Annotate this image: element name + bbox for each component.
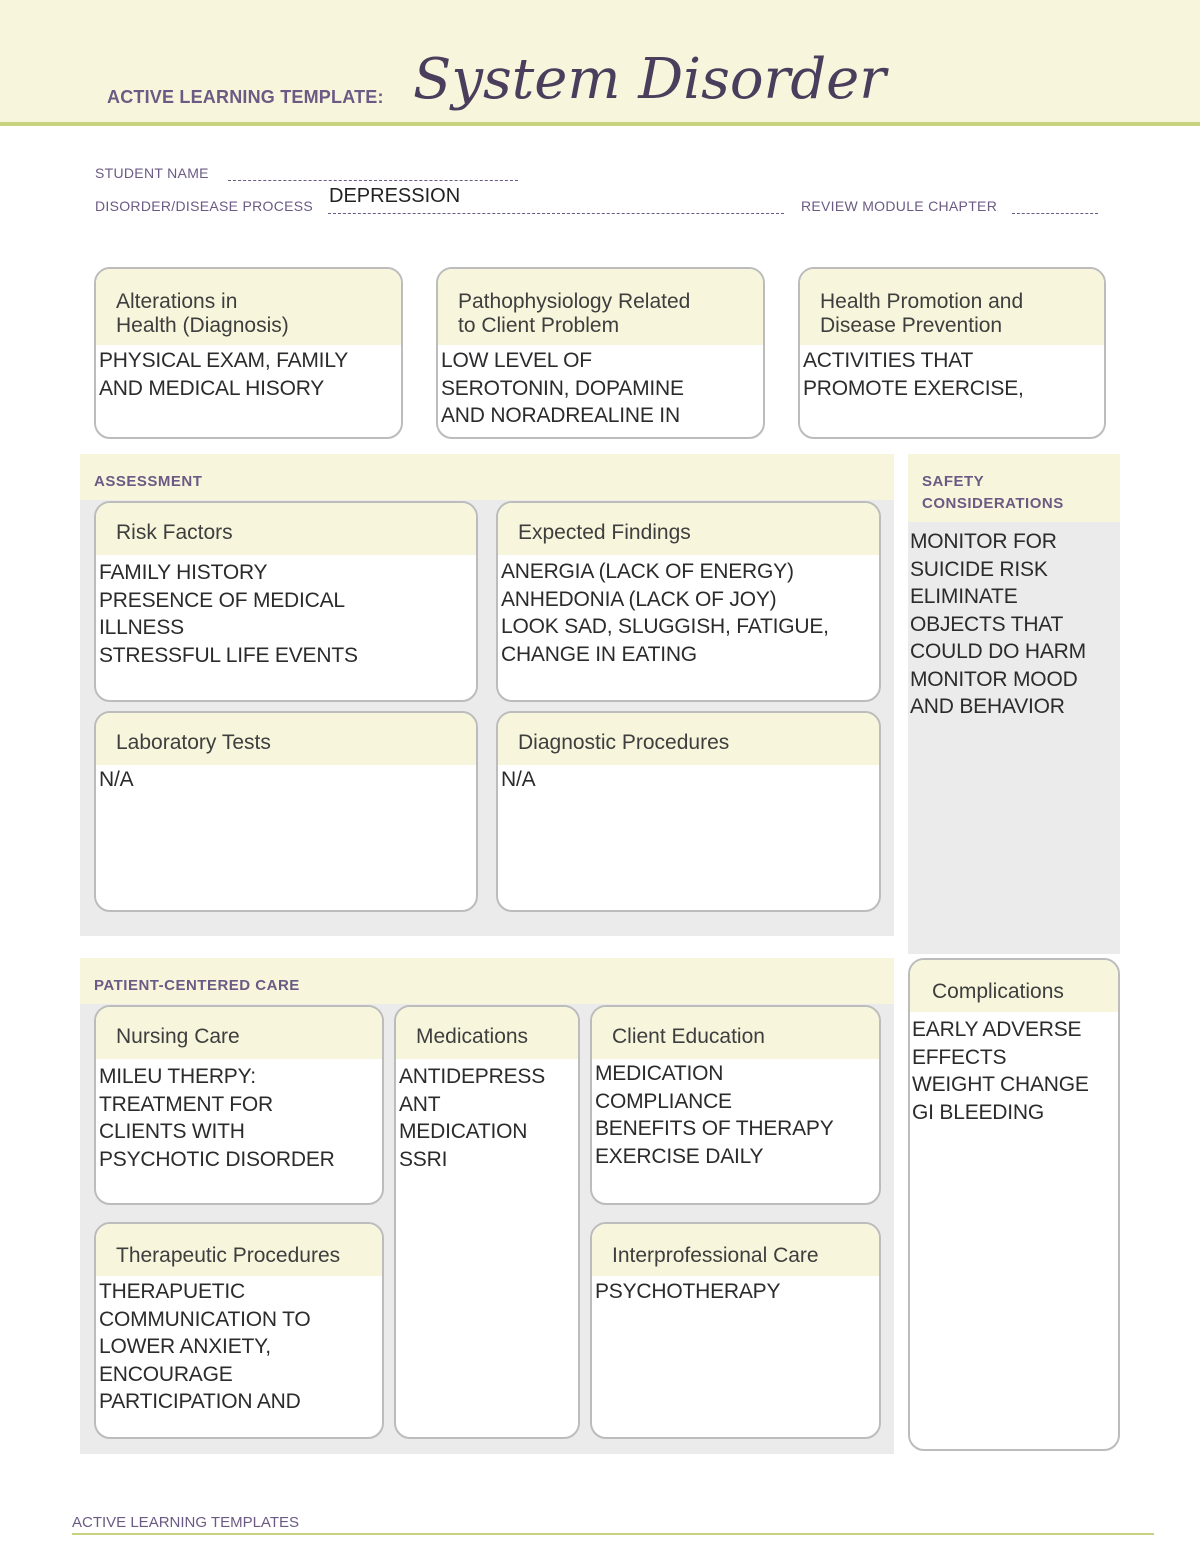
disorder-field[interactable] xyxy=(328,213,784,214)
pathophysiology-title: Pathophysiology Related to Client Problem xyxy=(438,269,763,345)
disorder-label: DISORDER/DISEASE PROCESS xyxy=(95,198,314,214)
therapeutic-procedures-content: THERAPUETIC COMMUNICATION TO LOWER ANXIETY, ENCOURAGE PARTICIPATION AND xyxy=(99,1280,311,1413)
pathophysiology-box[interactable] xyxy=(436,267,765,439)
complications-box[interactable] xyxy=(908,958,1120,1451)
student-name-field[interactable] xyxy=(228,180,518,181)
expected-findings-content: ANERGIA (LACK OF ENERGY) ANHEDONIA (LACK OF JOY) LOOK SAD, SLUGGISH, FATIGUE, CHANGE IN EATING xyxy=(501,560,829,666)
client-education-box[interactable] xyxy=(590,1005,881,1205)
interprofessional-care-title: Interprofessional Care xyxy=(592,1224,879,1276)
template-label: ACTIVE LEARNING TEMPLATE: xyxy=(107,87,384,107)
interprofessional-care-box[interactable] xyxy=(590,1222,881,1439)
disorder-value: DEPRESSION xyxy=(329,185,461,207)
health-promotion-box[interactable] xyxy=(798,267,1106,439)
diagnostic-procedures-title: Diagnostic Procedures xyxy=(498,713,879,765)
footer-label: ACTIVE LEARNING TEMPLATES xyxy=(72,1514,299,1531)
risk-factors-box[interactable] xyxy=(94,501,478,702)
chapter-field[interactable] xyxy=(1012,213,1098,214)
alterations-in-health-box[interactable] xyxy=(94,267,403,439)
chapter-label: REVIEW MODULE CHAPTER xyxy=(801,198,998,214)
assessment-title: ASSESSMENT xyxy=(94,473,203,490)
laboratory-tests-content: N/A xyxy=(99,768,134,791)
footer-divider xyxy=(72,1533,1154,1535)
risk-factors-title: Risk Factors xyxy=(96,503,476,555)
health-promotion-content: ACTIVITIES THAT PROMOTE EXERCISE, xyxy=(803,349,1024,400)
expected-findings-title: Expected Findings xyxy=(498,503,879,555)
safety-content[interactable]: MONITOR FOR SUICIDE RISK ELIMINATE OBJECTS THAT COULD DO HARM MONITOR MOOD AND BEHAVIOR xyxy=(910,530,1086,718)
client-education-title: Client Education xyxy=(592,1007,879,1059)
expected-findings-box[interactable] xyxy=(496,501,881,702)
health-promotion-title: Health Promotion and Disease Prevention xyxy=(800,269,1104,345)
template-title: System Disorder xyxy=(413,47,887,112)
medications-content: ANTIDEPRESS ANT MEDICATION SSRI xyxy=(399,1065,545,1171)
complications-title: Complications xyxy=(910,960,1118,1012)
header-divider xyxy=(0,122,1200,126)
laboratory-tests-box[interactable] xyxy=(94,711,478,912)
diagnostic-procedures-box[interactable] xyxy=(496,711,881,912)
therapeutic-procedures-title: Therapeutic Procedures xyxy=(96,1224,382,1276)
medications-title: Medications xyxy=(396,1007,578,1059)
safety-title: SAFETY CONSIDERATIONS xyxy=(922,473,1064,512)
nursing-care-box[interactable] xyxy=(94,1005,384,1205)
diagnostic-procedures-content: N/A xyxy=(501,768,536,791)
interprofessional-care-content: PSYCHOTHERAPY xyxy=(595,1280,781,1303)
complications-content: EARLY ADVERSE EFFECTS WEIGHT CHANGE GI BLEEDING xyxy=(912,1018,1089,1124)
alterations-in-health-content: PHYSICAL EXAM, FAMILY AND MEDICAL HISORY xyxy=(99,349,349,400)
nursing-care-content: MILEU THERPY: TREATMENT FOR CLIENTS WITH PSYCHOTIC DISORDER xyxy=(99,1065,335,1171)
patient-centered-care-title: PATIENT-CENTERED CARE xyxy=(94,977,300,994)
alterations-in-health-title: Alterations in Health (Diagnosis) xyxy=(96,269,401,345)
therapeutic-procedures-box[interactable] xyxy=(94,1222,384,1439)
risk-factors-content: FAMILY HISTORY PRESENCE OF MEDICAL ILLNESS STRESSFUL LIFE EVENTS xyxy=(99,561,358,667)
client-education-content: MEDICATION COMPLIANCE BENEFITS OF THERAPY EXERCISE DAILY xyxy=(595,1062,834,1168)
nursing-care-title: Nursing Care xyxy=(96,1007,382,1059)
student-name-label: STUDENT NAME xyxy=(95,165,209,181)
pathophysiology-content: LOW LEVEL OF SEROTONIN, DOPAMINE AND NORADREALINE IN xyxy=(441,349,684,427)
laboratory-tests-title: Laboratory Tests xyxy=(96,713,476,765)
medications-box[interactable] xyxy=(394,1005,580,1439)
